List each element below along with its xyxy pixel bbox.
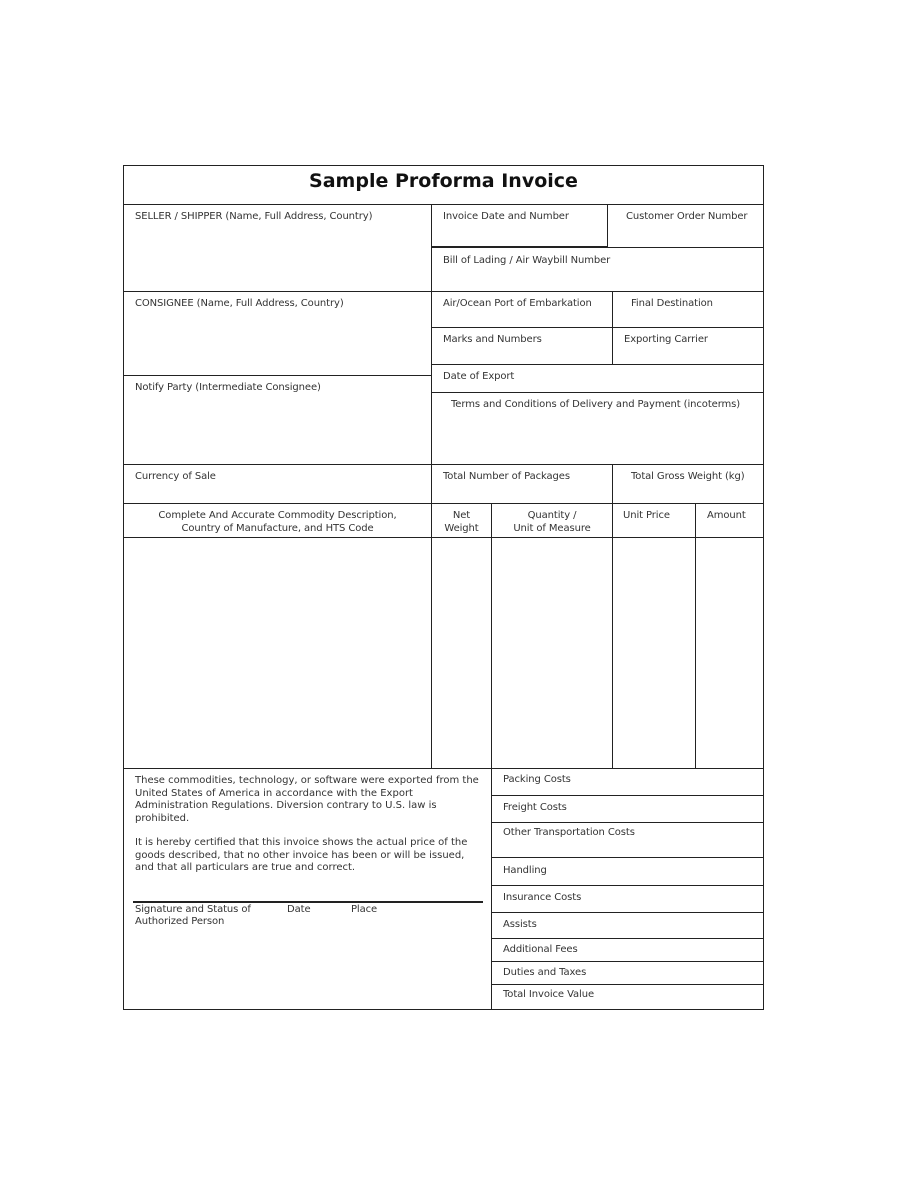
- divider: [491, 885, 764, 886]
- terms-and-conditions-field[interactable]: [432, 413, 763, 463]
- final-destination-field[interactable]: [613, 311, 763, 326]
- customer-order-number-field[interactable]: [608, 224, 763, 246]
- final-destination-label: Final Destination: [631, 298, 713, 309]
- invoice-title: Sample Proforma Invoice: [309, 170, 578, 192]
- duties-and-taxes-label: Duties and Taxes: [503, 967, 587, 978]
- total-gross-weight-label: Total Gross Weight (kg): [631, 471, 745, 482]
- divider: [123, 537, 764, 538]
- port-of-embarkation-label: Air/Ocean Port of Embarkation: [443, 298, 592, 309]
- divider: [123, 503, 764, 504]
- notify-party-field[interactable]: [124, 395, 430, 463]
- divider: [491, 984, 764, 985]
- place-label: Place: [351, 904, 378, 915]
- column-header-line: Quantity /: [527, 510, 577, 521]
- divider: [431, 537, 432, 768]
- invoice-date-number-label: Invoice Date and Number: [443, 211, 569, 222]
- total-gross-weight-field[interactable]: [613, 484, 763, 502]
- port-of-embarkation-field[interactable]: [432, 311, 611, 326]
- handling-field[interactable]: [600, 859, 763, 884]
- freight-costs-field[interactable]: [600, 797, 763, 821]
- marks-and-numbers-label: Marks and Numbers: [443, 334, 542, 345]
- date-of-export-field[interactable]: [510, 366, 763, 391]
- column-header-line: Unit of Measure: [513, 522, 591, 534]
- divider: [431, 327, 764, 328]
- currency-of-sale-label: Currency of Sale: [135, 471, 216, 482]
- other-transportation-costs-label: Other Transportation Costs: [503, 827, 635, 838]
- total-invoice-value-field[interactable]: [610, 986, 763, 1008]
- signature-label-line1: Signature and Status of: [135, 904, 251, 915]
- column-header-net-weight: [432, 510, 491, 535]
- exporting-carrier-label: Exporting Carrier: [624, 334, 708, 345]
- packing-costs-field[interactable]: [600, 770, 763, 794]
- export-statement: These commodities, technology, or software were exported from the United States of America in accordance with the Export Administration Regulations. Diversion contrary to U.S. law is prohibited.: [135, 775, 479, 824]
- divider: [612, 537, 613, 768]
- divider: [491, 912, 764, 913]
- divider: [607, 247, 764, 248]
- handling-label: Handling: [503, 865, 547, 876]
- amount-cell[interactable]: [697, 539, 763, 767]
- column-header-quantity: [492, 510, 612, 535]
- unit-price-cell[interactable]: [614, 539, 694, 767]
- divider: [431, 246, 607, 248]
- column-header-amount: Amount: [707, 510, 746, 521]
- seller-label: SELLER / SHIPPER (Name, Full Address, Country): [135, 211, 373, 222]
- bill-of-lading-field[interactable]: [432, 268, 763, 290]
- total-packages-label: Total Number of Packages: [443, 471, 570, 482]
- signature-label-line2: Authorized Person: [135, 916, 225, 927]
- consignee-field[interactable]: [124, 311, 430, 374]
- other-transportation-costs-field[interactable]: [650, 824, 763, 856]
- notify-party-label: Notify Party (Intermediate Consignee): [135, 382, 321, 393]
- divider: [123, 375, 431, 376]
- divider: [123, 291, 764, 292]
- assists-label: Assists: [503, 919, 537, 930]
- certification-statement: It is hereby certified that this invoice shows the actual price of the goods described, that no other invoice has been or will be issued, and that all particulars are true and correct.: [135, 837, 468, 873]
- terms-and-conditions-label: Terms and Conditions of Delivery and Payment (incoterms): [451, 399, 741, 410]
- divider: [491, 795, 764, 796]
- date-of-export-label: Date of Export: [443, 371, 515, 382]
- divider: [123, 464, 764, 465]
- assists-field[interactable]: [600, 914, 763, 937]
- additional-fees-label: Additional Fees: [503, 944, 578, 955]
- exporting-carrier-field[interactable]: [613, 347, 763, 363]
- column-header-line: Net: [452, 510, 471, 521]
- divider: [695, 503, 696, 768]
- divider: [491, 503, 492, 1010]
- divider: [491, 961, 764, 962]
- freight-costs-label: Freight Costs: [503, 802, 567, 813]
- insurance-costs-label: Insurance Costs: [503, 892, 582, 903]
- column-header-line: Country of Manufacture, and HTS Code: [181, 522, 374, 534]
- packing-costs-label: Packing Costs: [503, 774, 571, 785]
- commodity-description-cell[interactable]: [124, 539, 430, 767]
- total-packages-field[interactable]: [432, 484, 611, 502]
- insurance-costs-field[interactable]: [600, 887, 763, 911]
- consignee-label: CONSIGNEE (Name, Full Address, Country): [135, 298, 344, 309]
- divider: [431, 392, 764, 393]
- total-invoice-value-label: Total Invoice Value: [503, 989, 595, 1000]
- divider: [491, 857, 764, 858]
- bill-of-lading-label: Bill of Lading / Air Waybill Number: [443, 255, 611, 266]
- column-header-description: [124, 510, 431, 535]
- net-weight-cell[interactable]: [433, 539, 490, 767]
- quantity-cell[interactable]: [493, 539, 611, 767]
- duties-and-taxes-field[interactable]: [600, 963, 763, 983]
- additional-fees-field[interactable]: [600, 940, 763, 960]
- divider: [123, 768, 764, 769]
- divider: [491, 822, 764, 823]
- invoice-date-number-field[interactable]: [432, 224, 606, 245]
- divider: [491, 938, 764, 939]
- customer-order-number-label: Customer Order Number: [626, 211, 748, 222]
- column-header-unit-price: Unit Price: [623, 510, 670, 521]
- column-header-line: Weight: [444, 522, 479, 534]
- marks-and-numbers-field[interactable]: [432, 347, 611, 363]
- date-label: Date: [287, 904, 311, 915]
- signature-field[interactable]: [133, 878, 483, 900]
- signature-line: [133, 901, 483, 903]
- seller-field[interactable]: [124, 224, 430, 290]
- divider: [123, 204, 764, 205]
- column-header-line: Complete And Accurate Commodity Description,: [158, 510, 397, 521]
- divider: [431, 364, 764, 365]
- currency-of-sale-field[interactable]: [124, 484, 430, 502]
